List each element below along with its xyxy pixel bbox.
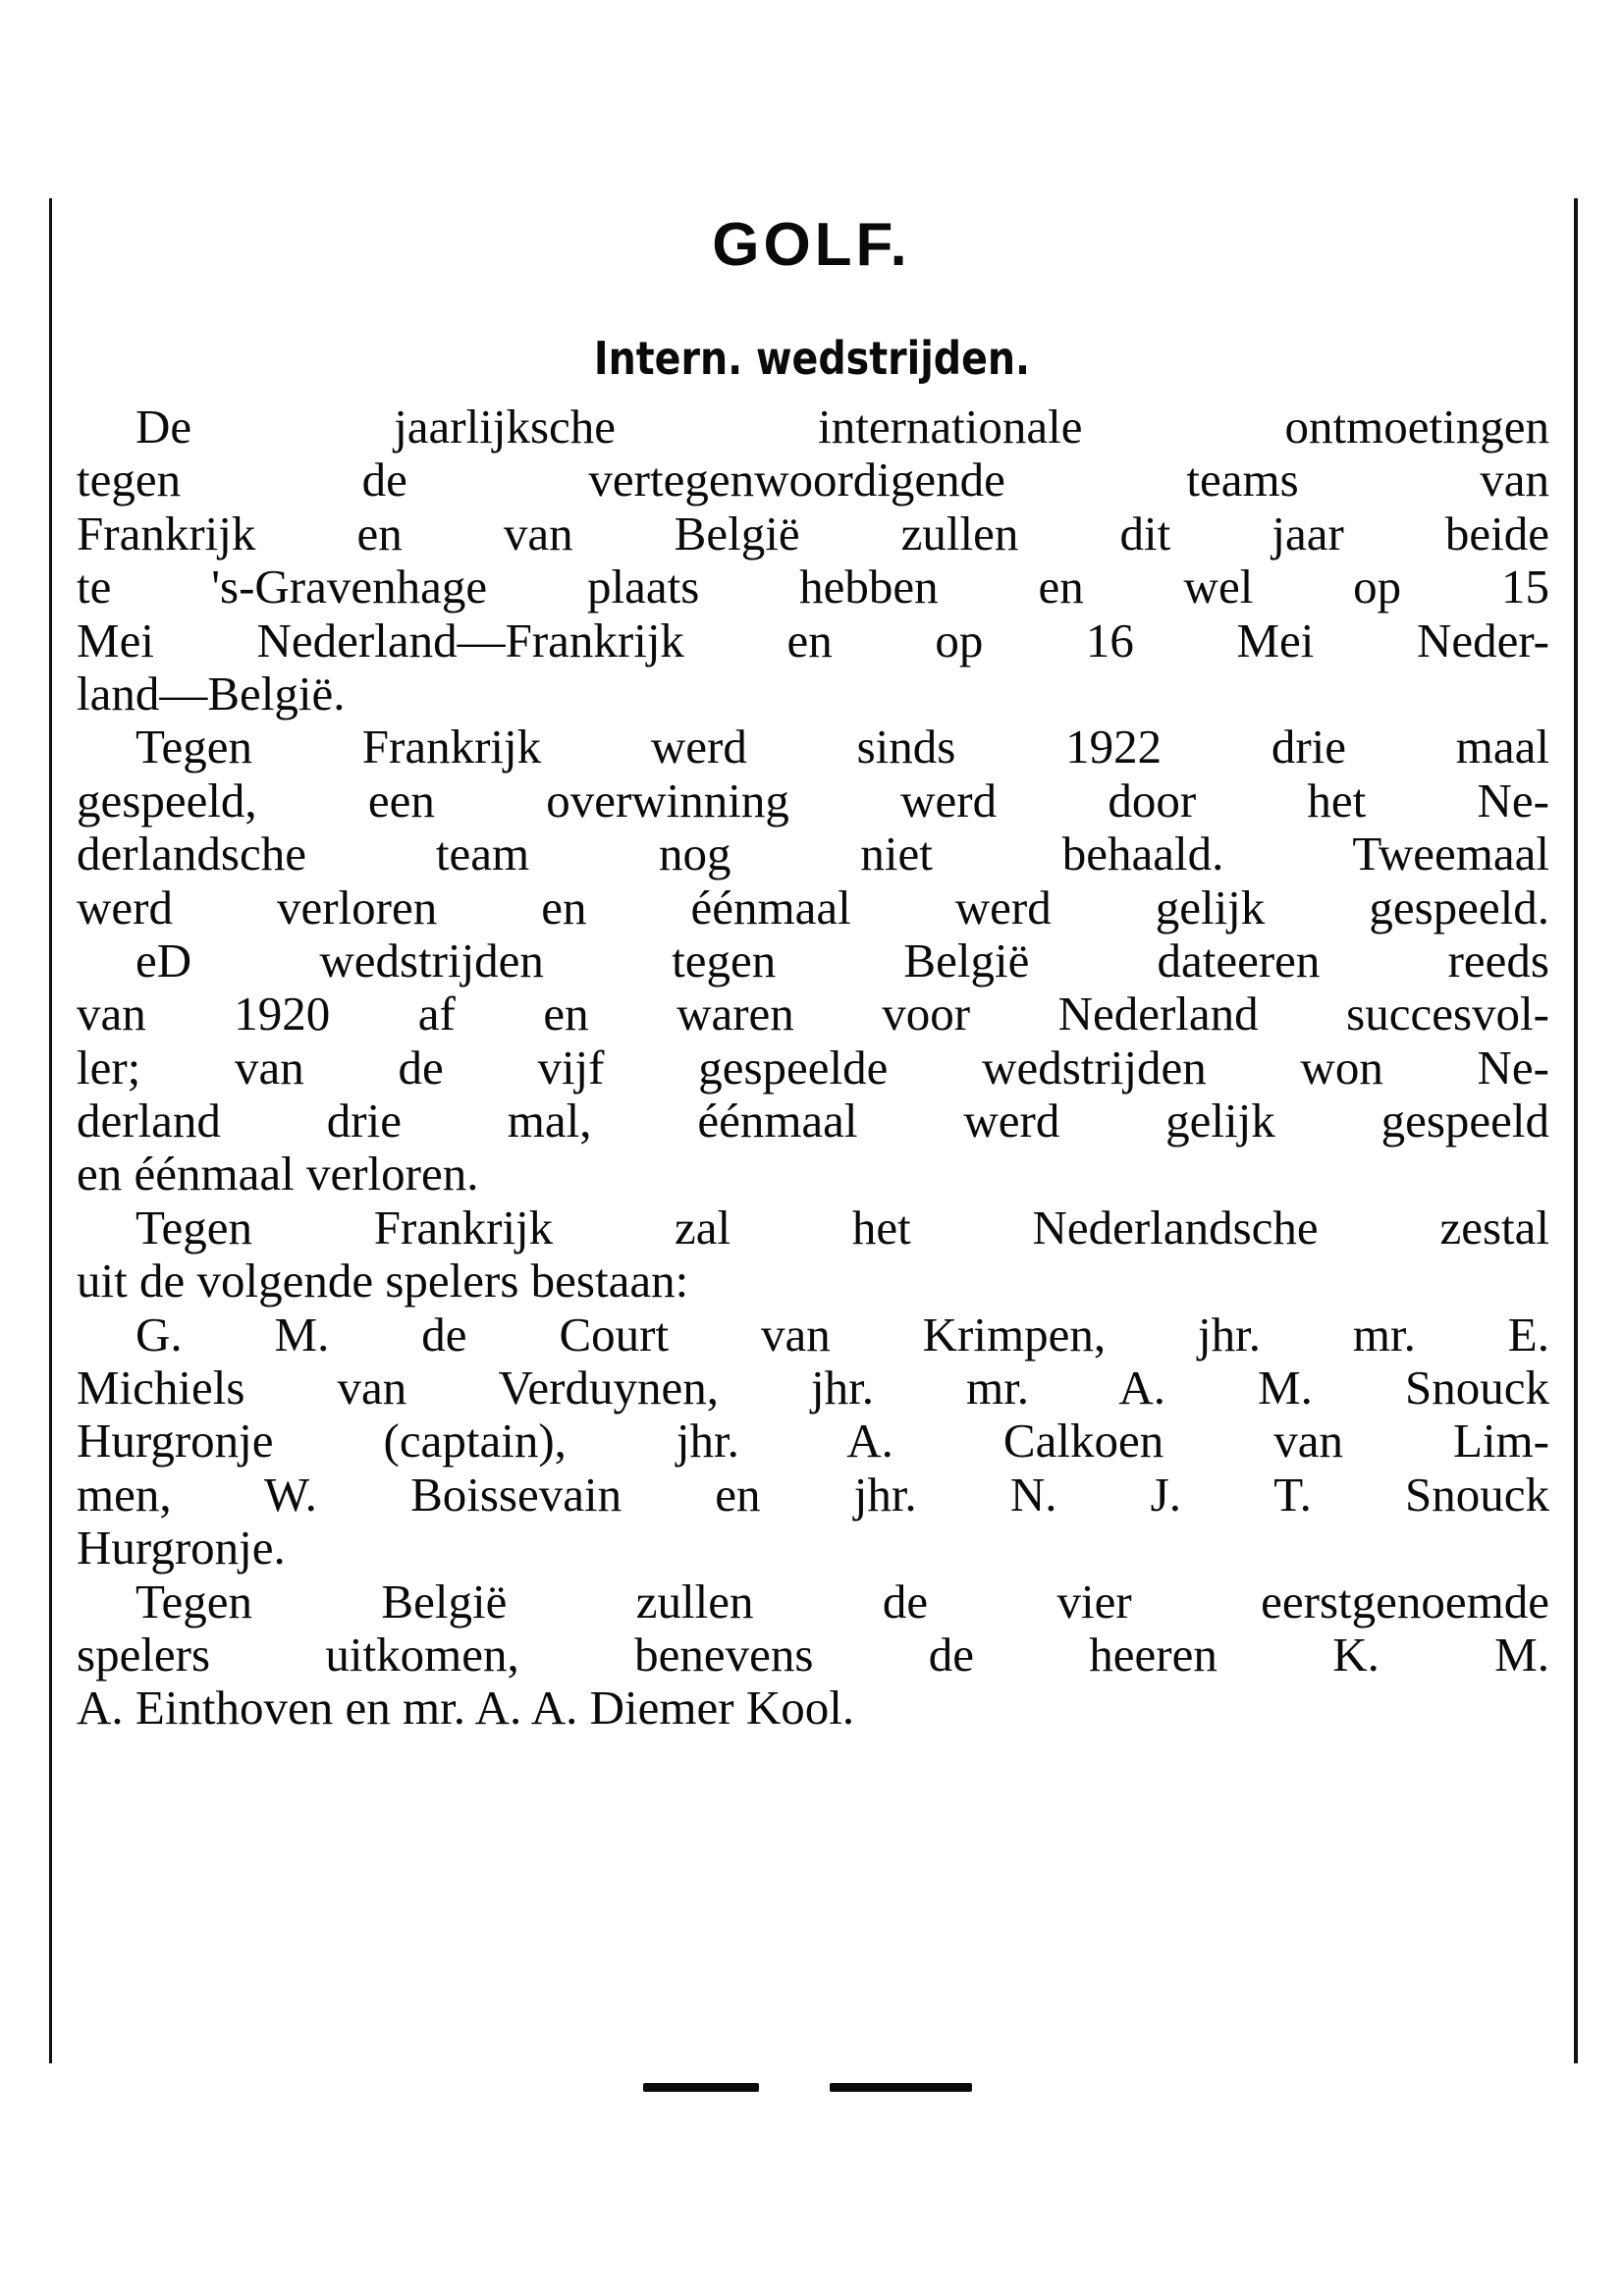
column-border-left — [49, 198, 52, 2063]
text-line: A. Einthoven en mr. A. A. Diemer Kool. — [77, 1681, 855, 1735]
text-line: derlandsche team nog niet behaald. Tweemaal — [77, 827, 1549, 881]
text-line: land—België. — [77, 666, 346, 721]
article-end-rules — [0, 2083, 1623, 2095]
article-headline: Intern. wedstrijden. — [593, 332, 1031, 385]
separator-rule — [643, 2083, 759, 2092]
section-title: GOLF. — [712, 211, 911, 279]
article-body — [77, 400, 1549, 1735]
text-line: Mei Nederland—Frankrijk en op 16 Mei Neder- — [77, 613, 1549, 667]
text-line: Frankrijk en van België zullen dit jaar beide — [77, 506, 1549, 561]
text-line: De jaarlijksche internationale ontmoetingen — [135, 400, 1549, 454]
text-line: tegen de vertegenwoordigende teams van — [77, 453, 1549, 507]
text-line: Hurgronje. — [77, 1521, 286, 1575]
text-line: van 1920 af en waren voor Nederland succesvol- — [77, 987, 1549, 1041]
paragraph-belgium-team — [77, 1575, 1549, 1735]
text-line: Tegen Frankrijk werd sinds 1922 drie maal — [135, 720, 1549, 774]
text-line: ler; van de vijf gespeelde wedstrijden won Ne- — [77, 1040, 1549, 1095]
paragraph-belgium-history — [77, 934, 1549, 1201]
text-line: werd verloren en éénmaal werd gelijk gespeeld. — [77, 880, 1549, 934]
separator-rule — [830, 2083, 972, 2092]
text-line: te 's-Gravenhage plaats hebben en wel op 15 — [77, 560, 1549, 614]
text-line: en éénmaal verloren. — [77, 1147, 479, 1201]
text-line: spelers uitkomen, benevens de heeren K. M. — [77, 1627, 1549, 1682]
column-border-right — [1574, 198, 1578, 2063]
paragraph-team-intro — [77, 1201, 1549, 1308]
text-line: Tegen Frankrijk zal het Nederlandsche zestal — [135, 1200, 1549, 1255]
text-line: Tegen België zullen de vier eerstgenoemde — [135, 1574, 1549, 1629]
text-line: derland drie mal, éénmaal werd gelijk gespeeld — [77, 1094, 1549, 1148]
text-line: Hurgronje (captain), jhr. A. Calkoen van Lim- — [77, 1414, 1549, 1468]
text-line: men, W. Boissevain en jhr. N. J. T. Snouck — [77, 1467, 1549, 1522]
paragraph-player-list — [77, 1308, 1549, 1575]
text-line: gespeeld, een overwinning werd door het Ne- — [77, 773, 1549, 828]
paragraph-france-history — [77, 721, 1549, 934]
text-line: uit de volgende spelers bestaan: — [77, 1254, 689, 1308]
paragraph-announcement — [77, 400, 1549, 721]
text-line: Michiels van Verduynen, jhr. mr. A. M. Snouck — [77, 1361, 1549, 1415]
text-line: G. M. de Court van Krimpen, jhr. mr. E. — [135, 1307, 1549, 1362]
text-line: eD wedstrijden tegen België dateeren reeds — [135, 933, 1549, 988]
